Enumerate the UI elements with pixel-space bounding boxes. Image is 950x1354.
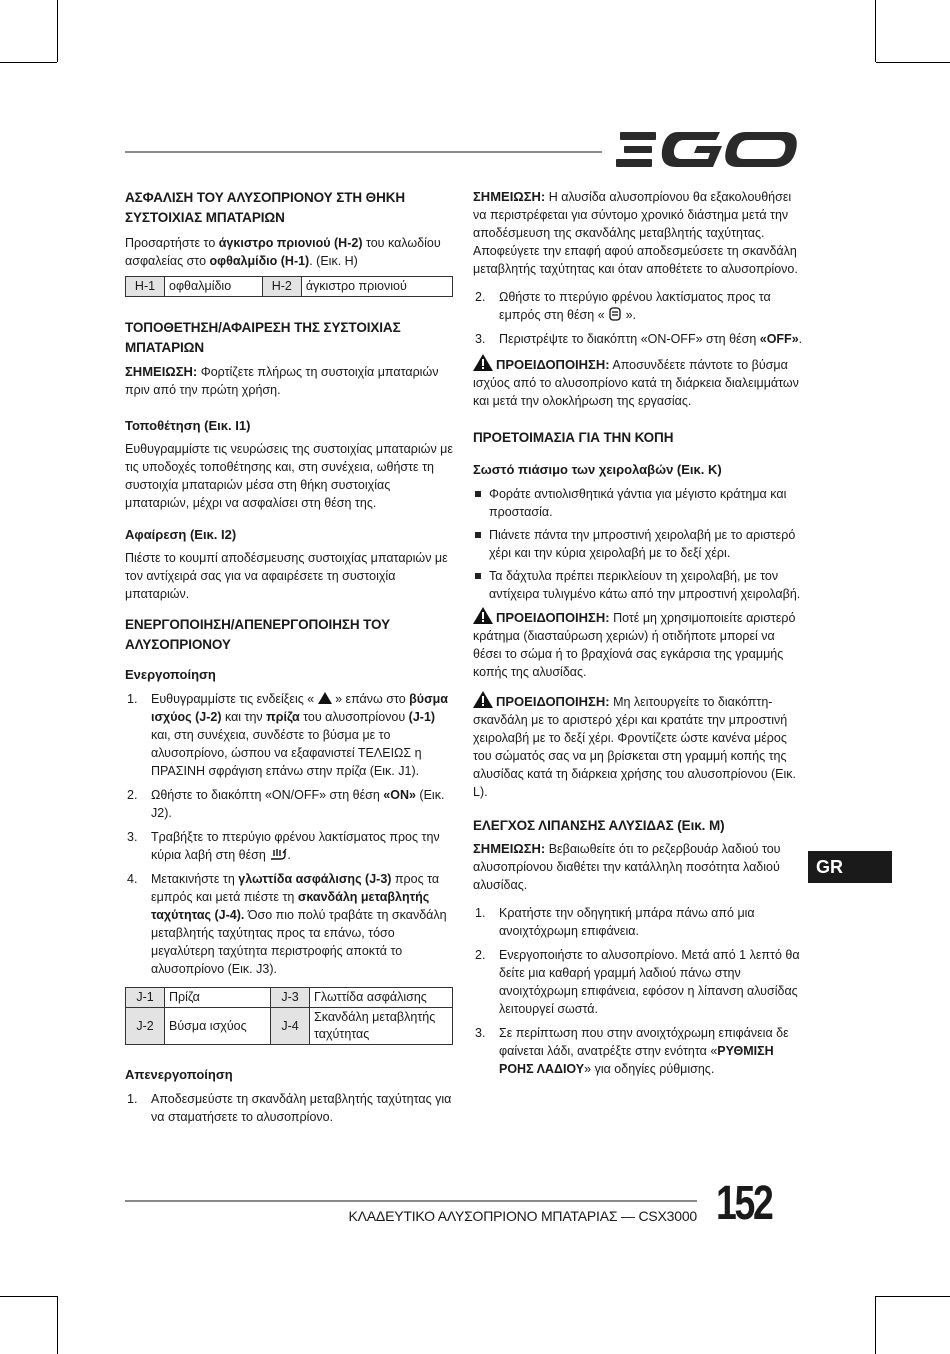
table-cell: Πρίζα xyxy=(165,988,271,1008)
note-label: ΣΗΜΕΙΩΣΗ: xyxy=(125,364,198,379)
bold-text: γλωττίδα ασφάλισης (J-3) xyxy=(238,872,392,886)
step-number: 4. xyxy=(127,872,138,886)
step-number: 3. xyxy=(475,1026,486,1040)
steps-list xyxy=(473,288,803,348)
table-row xyxy=(126,1008,453,1045)
text: Ευθυγραμμίστε τις ενδείξεις « xyxy=(151,692,318,706)
text: Ποτέ μη χρησιμοποιείτε αριστερό κράτημα (διασταύρωση χεριών) ή οτιδήποτε μπορεί να θέσει το σώμα ή το βραχίονά σας εγκάρσια της γραμμής κοπής της αλυσίδας. xyxy=(473,611,796,679)
steps-list xyxy=(125,1090,455,1126)
warning xyxy=(473,354,803,410)
text: και την xyxy=(221,710,267,724)
note xyxy=(125,363,455,399)
table-cell: H-1 xyxy=(126,277,165,297)
crop-mark xyxy=(0,62,57,63)
section-title: ΕΛΕΓΧΟΣ ΛΙΠΑΝΣΗΣ ΑΛΥΣΙΔΑΣ (Εικ. M) xyxy=(473,818,725,833)
step-number: 1. xyxy=(475,906,486,920)
list-item xyxy=(125,690,455,780)
legend-table-j xyxy=(125,987,453,1045)
paragraph: Ευθυγραμμίστε τις νευρώσεις της συστοιχίας μπαταριών με τις υποδοχές τοποθέτησης και, στη συνέχεια, ωθήστε τη συστοιχία μπαταριών μέσα στη θήκη συστοιχίας μπαταριών, μέχρι να ασφαλίσει στη θέση της. xyxy=(125,442,453,510)
subsection-title: Αφαίρεση (Εικ. I2) xyxy=(125,527,237,542)
text: ». xyxy=(622,308,637,322)
step-number: 3. xyxy=(475,332,486,346)
list-item xyxy=(473,526,803,562)
warning-label: ΠΡΟΕΙΔΟΠΟΙΗΣΗ: xyxy=(496,694,610,709)
step-number: 1. xyxy=(127,1092,138,1106)
table-cell: άγκιστρο πριονιού xyxy=(301,277,452,297)
table-row xyxy=(126,277,453,297)
legend-table-h xyxy=(125,276,453,297)
step-number: 1. xyxy=(127,692,138,706)
text: (Εικ. J2). xyxy=(151,788,445,820)
header-rule xyxy=(125,151,602,153)
language-tab: GR xyxy=(808,851,892,883)
steps-list xyxy=(473,904,803,1078)
text: Πιάνετε πάντα την μπροστινή χειρολαβή με το αριστερό χέρι και την κύρια χειρολαβή με το δεξί χέρι. xyxy=(489,528,796,560)
table-cell: οφθαλμίδιο xyxy=(165,277,263,297)
subsection-title: Σωστό πιάσιμο των χειρολαβών (Εικ. K) xyxy=(473,462,722,477)
ego-logo xyxy=(616,128,800,172)
bold-text: «OFF» xyxy=(759,332,799,346)
note xyxy=(473,840,803,894)
text: » για οδηγίες ρύθμισης. xyxy=(584,1062,715,1076)
list-item xyxy=(473,946,803,1018)
table-cell: H-2 xyxy=(262,277,301,297)
list-item xyxy=(473,1024,803,1078)
list-item xyxy=(473,904,803,940)
table-cell: Σκανδάλη μεταβλητής ταχύτητας xyxy=(310,1008,453,1045)
crop-mark xyxy=(57,1296,58,1354)
square-bullet xyxy=(475,491,481,497)
bold-text: (J-1) xyxy=(408,710,436,724)
crop-mark xyxy=(875,1296,876,1354)
step-number: 2. xyxy=(475,948,486,962)
crop-mark xyxy=(57,0,58,62)
text: Σε περίπτωση που στην ανοιχτόχρωμη επιφάνεια δε φαίνεται λάδι, ανατρέξτε στην ενότητα « xyxy=(499,1026,789,1058)
page-number: 152 xyxy=(716,1177,772,1230)
crop-mark xyxy=(0,1296,57,1297)
table-cell: J-3 xyxy=(271,988,310,1008)
bold-text: σκανδάλη μεταβλητής ταχύτητας (J-4). xyxy=(151,890,430,922)
note-label: ΣΗΜΕΙΩΣΗ: xyxy=(473,841,546,856)
section-title: ΑΣΦΑΛΙΣΗ ΤΟΥ ΑΛΥΣΟΠΡΙΟΝΟΥ ΣΤΗ ΘΗΚΗ ΣΥΣΤΟΙΧΙΑΣ ΜΠΑΤΑΡΙΩΝ xyxy=(125,190,406,225)
text: Ωθήστε το διακόπτη «ON/OFF» στη θέση xyxy=(151,788,384,802)
table-cell: Γλωττίδα ασφάλισης xyxy=(310,988,453,1008)
text: Μετακινήστε τη xyxy=(151,872,239,886)
section-title: ΠΡΟΕΤΟΙΜΑΣΙΑ ΓΙΑ ΤΗΝ ΚΟΠΗ xyxy=(473,430,674,445)
bold-text: οφθαλμίδιο (H-1) xyxy=(209,254,310,268)
subsection-title: Τοποθέτηση (Εικ. I1) xyxy=(125,418,251,433)
bold-text: άγκιστρο πριονιού (H-2) xyxy=(218,236,363,250)
alignment-triangle-icon xyxy=(318,692,332,704)
section-title: ΕΝΕΡΓΟΠΟΙΗΣΗ/ΑΠΕΝΕΡΓΟΠΟΙΗΣΗ ΤΟΥ ΑΛΥΣΟΠΡΙΟΝΟΥ xyxy=(125,617,390,652)
warning-icon xyxy=(473,607,493,624)
text: προς τα εμπρός και μετά πιέστε τη xyxy=(151,872,440,904)
crop-mark xyxy=(875,0,876,62)
warning xyxy=(473,607,803,681)
list-item xyxy=(473,288,803,324)
table-cell: J-2 xyxy=(126,1008,165,1045)
text: Ενεργοποιήστε το αλυσοπρίονο. Μετά από 1 λεπτό θα δείτε μια καθαρή γραμμή λαδιού πάνω στην ανοιχτόχρωμη επιφάνεια, εφόσον η λίπανση αλυσίδας λειτουργεί σωστά. xyxy=(499,948,800,1016)
step-number: 2. xyxy=(127,788,138,802)
text: Περιστρέψτε το διακόπτη «ON-OFF» στη θέση xyxy=(499,332,760,346)
text: Η αλυσίδα αλυσοπρίονου θα εξακολουθήσει να περιστρέφεται για σύντομο χρονικό διάστημα μετά την αποδέσμευση της σκανδάλης μεταβλητής ταχύτητας. Αποφεύγετε την επαφή αφού αποδεσμεύσετε τη σκανδάλη μεταβλητής ταχύτητας και όταν αποθέτετε το αλυσοπρίονο. xyxy=(473,190,798,276)
list-item xyxy=(473,485,803,521)
list-item xyxy=(125,870,455,978)
hand-brake-icon xyxy=(269,847,287,861)
text: Κρατήστε την οδηγητική μπάρα πάνω από μια ανοιχτόχρωμη επιφάνεια. xyxy=(499,906,755,938)
note-label: ΣΗΜΕΙΩΣΗ: xyxy=(473,189,546,204)
footer-rule xyxy=(125,1200,697,1202)
subsection-title: Απενεργοποίηση xyxy=(125,1067,233,1082)
table-row xyxy=(126,988,453,1008)
text: . (Εικ. H) xyxy=(309,254,358,268)
text: Αποδεσμεύστε τη σκανδάλη μεταβλητής ταχύτητας για να σταματήσετε το αλυσοπρίονο. xyxy=(151,1092,452,1124)
left-column xyxy=(125,188,455,1126)
text: » επάνω στο xyxy=(331,692,410,706)
text: και, στη συνέχεια, συνδέστε το βύσμα με το αλυσοπρίονο, ώσπου να εξαφανιστεί ΤΕΛΕΙΩΣ η ΠΡΑΣΙΝΗ σφράγιση επάνω στην πρίζα (Εικ. J1). xyxy=(151,728,422,778)
warning-icon xyxy=(473,691,493,708)
bold-text: πρίζα xyxy=(266,710,300,724)
table-cell: J-4 xyxy=(271,1008,310,1045)
list-item xyxy=(473,567,803,603)
text: Τα δάχτυλα πρέπει περικλείουν τη χειρολαβή, με τον αντίχειρα τυλιγμένο κάτω από την μπροστινή χειρολαβή. xyxy=(489,569,801,601)
bold-text: «ON» xyxy=(383,788,416,802)
text: του αλυσοπρίονου xyxy=(299,710,409,724)
bullet-list xyxy=(473,485,803,603)
step-number: 3. xyxy=(127,830,138,844)
text: Αποσυνδέετε πάντοτε το βύσμα ισχύος από το αλυσοπρίονο κατά τη διάρκεια διαλειμμάτων και μετά την ολοκλήρωση της εργασίας. xyxy=(473,358,799,408)
bold-text: ΡΥΘΜΙΣΗ ΡΟΗΣ ΛΑΔΙΟΥ xyxy=(499,1044,774,1076)
text: Όσο πιο πολύ τραβάτε τη σκανδάλη μεταβλητής ταχύτητας προς τα επάνω, τόσο μεγαλύτερη ταχύτητα περιστροφής αποκτά το αλυσοπρίονο (Εικ. J3). xyxy=(151,908,447,976)
text: . xyxy=(798,332,803,346)
list-item xyxy=(473,330,803,348)
footer-title: ΚΛΑΔΕΥΤΙΚΟ ΑΛΥΣΟΠΡΙΟΝΟ ΜΠΑΤΑΡΙΑΣ — CSX3000 xyxy=(348,1208,697,1224)
text: . xyxy=(287,848,291,862)
warning-icon xyxy=(473,354,493,371)
steps-list xyxy=(125,690,455,978)
right-column xyxy=(473,188,803,1078)
warning-label: ΠΡΟΕΙΔΟΠΟΙΗΣΗ: xyxy=(496,610,610,625)
text: του καλωδίου ασφαλείας στο xyxy=(125,236,441,268)
crop-mark xyxy=(876,1296,950,1297)
square-bullet xyxy=(475,573,481,579)
section-title: ΤΟΠΟΘΕΤΗΣΗ/ΑΦΑΙΡΕΣΗ ΤΗΣ ΣΥΣΤΟΙΧΙΑΣ ΜΠΑΤΑΡΙΩΝ xyxy=(125,320,401,355)
text: Φοράτε αντιολισθητικά γάντια για μέγιστο κράτημα και προστασία. xyxy=(489,487,787,519)
text: Βεβαιωθείτε ότι το ρεζερβουάρ λαδιού του αλυσοπρίονου διαθέτει την κατάλληλη ποσότητα λαδιού αλυσίδας. xyxy=(473,842,781,892)
paragraph: Πιέστε το κουμπί αποδέσμευσης συστοιχίας μπαταριών με τον αντίχειρά σας για να αφαιρέσετε τη συστοιχία μπαταριών. xyxy=(125,551,448,601)
crop-mark xyxy=(876,62,950,63)
text: Ωθήστε το πτερύγιο φρένου λακτίσματος προς τα εμπρός στη θέση « xyxy=(499,290,771,322)
list-item xyxy=(125,1090,455,1126)
list-item xyxy=(125,828,455,864)
note xyxy=(473,188,803,278)
list-item xyxy=(125,786,455,822)
table-cell: J-1 xyxy=(126,988,165,1008)
step-number: 2. xyxy=(475,290,486,304)
text: Φορτίζετε πλήρως τη συστοιχία μπαταριών πριν από την πρώτη χρήση. xyxy=(125,365,439,397)
paragraph xyxy=(125,234,455,270)
text: Τραβήξτε το πτερύγιο φρένου λακτίσματος προς την κύρια λαβή στη θέση xyxy=(151,830,440,862)
bold-text: βύσμα ισχύος (J-2) xyxy=(151,692,448,724)
subsection-title: Ενεργοποίηση xyxy=(125,667,216,682)
warning-label: ΠΡΟΕΙΔΟΠΟΙΗΣΗ: xyxy=(496,357,610,372)
brake-position-icon xyxy=(608,307,622,321)
table-cell: Βύσμα ισχύος xyxy=(165,1008,271,1045)
square-bullet xyxy=(475,532,481,538)
text: Μη λειτουργείτε το διακόπτη-σκανδάλη με το αριστερό χέρι και κρατάτε την μπροστινή χειρολαβή με το δεξί χέρι. Φροντίζετε ώστε κανένα μέρος του σώματός σας να μη βρίσκεται στη γραμμή κοπής της αλυσίδας κατά τη διάρκεια χρήσης του αλυσοπρίονου (Εικ. L). xyxy=(473,695,796,799)
warning xyxy=(473,691,803,801)
text: Προσαρτήστε το xyxy=(125,236,219,250)
